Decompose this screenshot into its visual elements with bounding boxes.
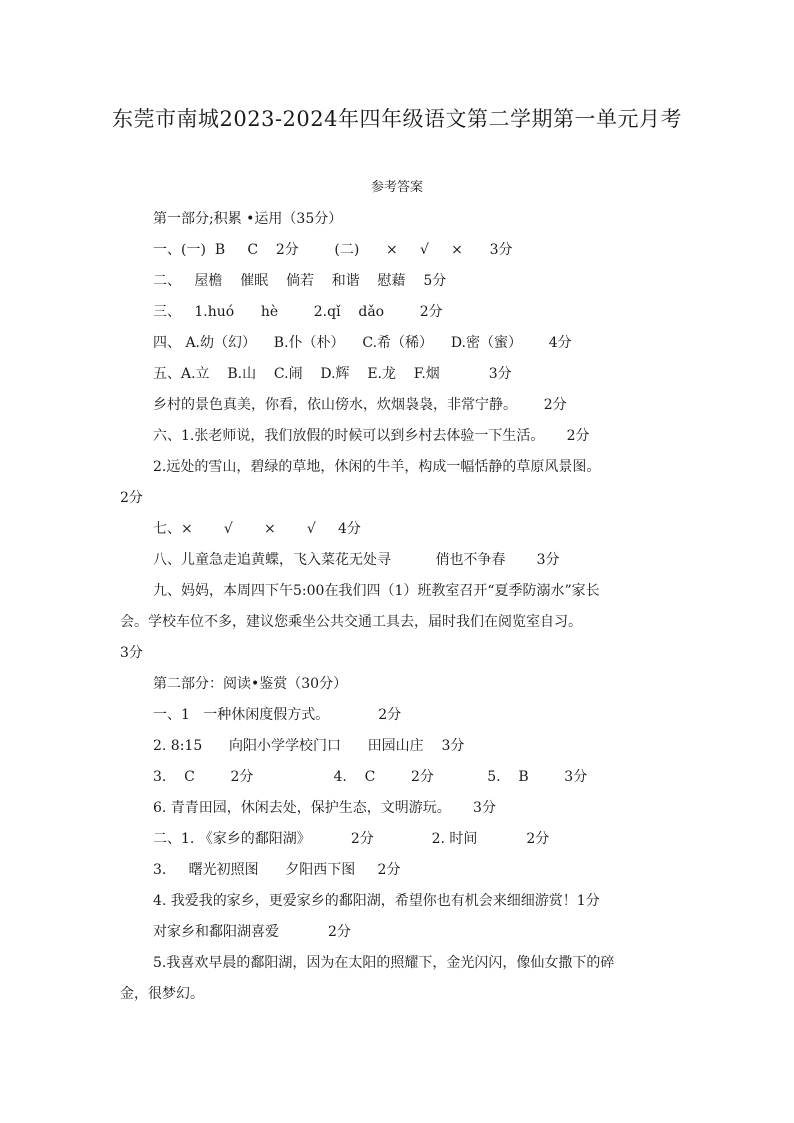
- answer-line: 3分: [120, 645, 143, 661]
- answer-line: 五、A.立 B.山 C.闹 D.辉 E.龙 F.烟 3分: [153, 366, 512, 382]
- answer-line: 六、1.张老师说，我们放假的时候可以到乡村去体验一下生活。 2分: [153, 428, 590, 444]
- answer-line: 一、1 一种休闲度假方式。 2分: [153, 707, 402, 723]
- answer-line: 4. 我爱我的家乡，更爱家乡的鄱阳湖，希望你也有机会来细细游赏！1分: [153, 893, 600, 909]
- answer-line: 乡村的景色真美，你看，依山傍水，炊烟袅袅，非常宁静。 2分: [153, 397, 567, 413]
- answer-line: 2. 8:15 向阳小学学校门口 田园山庄 3分: [153, 738, 465, 754]
- answer-line: 2.远处的雪山，碧绿的草地，休闲的牛羊，构成一幅恬静的草原风景图。: [153, 459, 601, 475]
- document-subtitle: 参考答案: [370, 180, 423, 195]
- answer-line: 2分: [120, 490, 143, 506]
- document-title: 东莞市南城2023-2024年四年级语文第二学期第一单元月考: [112, 107, 682, 131]
- answer-line: 第一部分;积累 •运用（35分）: [153, 211, 343, 227]
- answer-line: 5.我喜欢早晨的鄱阳湖，因为在太阳的照耀下，金光闪闪，像仙女撒下的碎: [153, 955, 615, 971]
- answer-line: 第二部分：阅读•鉴赏（30分）: [153, 676, 348, 692]
- answer-line: 3. C 2分 4. C 2分 5. B 3分: [153, 769, 588, 785]
- answer-line: 一、(一) B C 2分 (二) × √ × 3分: [153, 242, 513, 258]
- answer-line: 会。学校车位不多，建议您乘坐公共交通工具去，届时我们在阅览室自习。: [120, 614, 582, 630]
- answer-line: 九、妈妈，本周四下午5:00在我们四（1）班教室召开“夏季防溺水”家长: [153, 583, 600, 599]
- answer-line: 三、 1.huó hè 2.qǐ dǎo 2分: [153, 304, 443, 320]
- answer-line: 七、× √ × √ 4分: [153, 521, 361, 537]
- answer-line: 四、 A.幼（幻） B.仆（朴） C.希（稀） D.密（蜜） 4分: [153, 335, 572, 351]
- answer-lines: [120, 204, 680, 1010]
- answer-line: 八、儿童急走追黄蝶，飞入菜花无处寻 俏也不争春 3分: [153, 552, 560, 568]
- answer-line: 金，很梦幻。: [120, 986, 204, 1002]
- answer-line: 二、 屋檐 催眠 倘若 和谐 慰藉 5分: [153, 273, 447, 289]
- answer-line: 对家乡和鄱阳湖喜爱 2分: [153, 924, 351, 940]
- answer-line: 3. 曙光初照图 夕阳西下图 2分: [153, 862, 401, 878]
- answer-line: 6. 青青田园，休闲去处，保护生态，文明游玩。 3分: [153, 800, 496, 816]
- answer-line: 二、1. 《家乡的鄱阳湖》 2分 2. 时间 2分: [153, 831, 550, 847]
